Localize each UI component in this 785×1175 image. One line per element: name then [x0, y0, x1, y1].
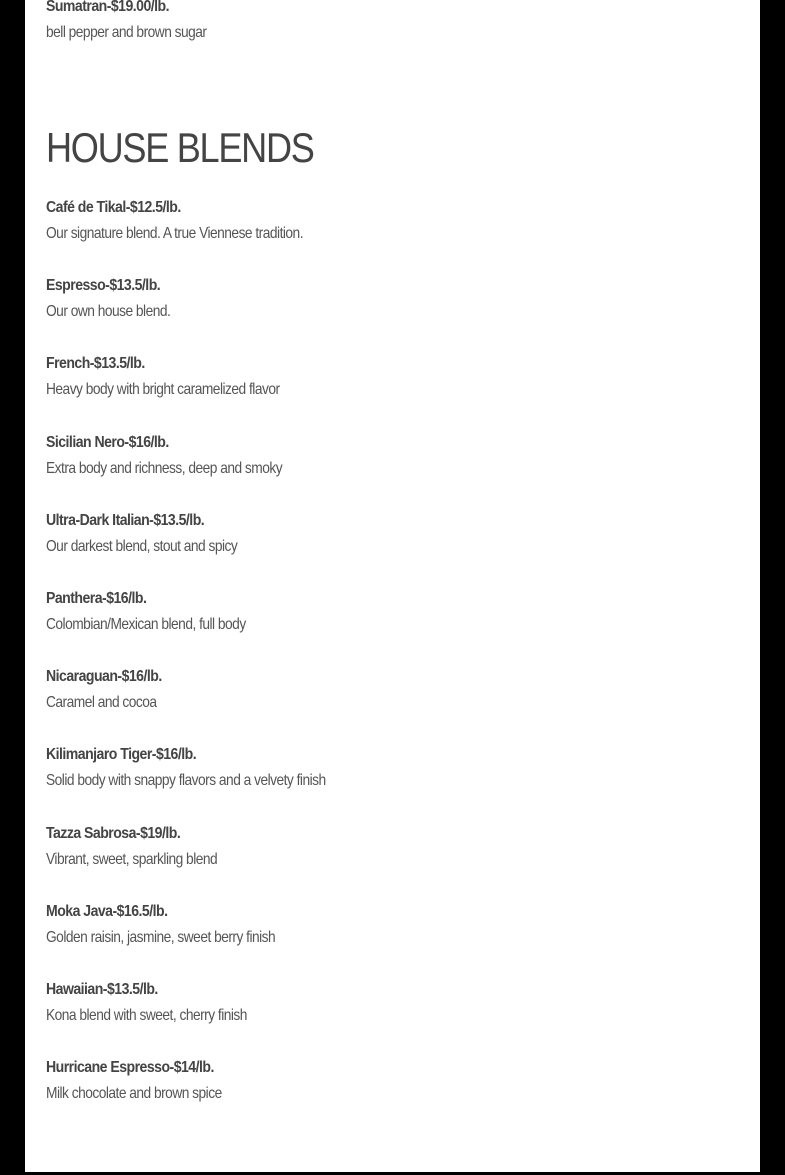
- item-name: Hawaiian-$13.5/lb.: [46, 980, 158, 998]
- item-description: Colombian/Mexican blend, full body: [46, 615, 246, 633]
- item-description: Kona blend with sweet, cherry finish: [46, 1006, 247, 1024]
- item-name: Panthera-$16/lb.: [46, 589, 147, 607]
- item-name: Moka Java-$16.5/lb.: [46, 902, 168, 920]
- item-name: Sumatran-$19.00/lb.: [46, 0, 170, 15]
- list-item: [46, 432, 371, 510]
- item-description: Our darkest blend, stout and spicy: [46, 537, 238, 555]
- section-title: HOUSE BLENDS: [46, 124, 314, 171]
- item-name: Espresso-$13.5/lb.: [46, 277, 161, 295]
- item-name: Nicaraguan-$16/lb.: [46, 668, 162, 686]
- list-item: [46, 197, 371, 275]
- list-item: [46, 1057, 371, 1135]
- item-description: Caramel and cocoa: [46, 694, 157, 712]
- item-description: Vibrant, sweet, sparkling blend: [46, 850, 218, 868]
- item-name: Sicilian Nero-$16/lb.: [46, 433, 169, 451]
- list-item: [46, 979, 371, 1057]
- item-name: Hurricane Espresso-$14/lb.: [46, 1059, 214, 1077]
- list-item: [46, 510, 371, 588]
- item-name: Café de Tikal-$12.5/lb.: [46, 199, 181, 216]
- list-item: [46, 353, 371, 431]
- item-name: Ultra-Dark Italian-$13.5/lb.: [46, 511, 205, 529]
- list-item: [46, 275, 371, 353]
- list-item: [46, 823, 371, 901]
- item-description: Our signature blend. A true Viennese tradition.: [46, 225, 304, 242]
- item-name: Kilimanjaro Tiger-$16/lb.: [46, 746, 197, 764]
- menu-page: [25, 0, 760, 1172]
- item-description: bell pepper and brown sugar: [46, 24, 207, 41]
- item-description: Heavy body with bright caramelized flavor: [46, 381, 280, 399]
- list-item: [46, 588, 371, 666]
- item-description: Our own house blend.: [46, 303, 171, 321]
- item-name: French-$13.5/lb.: [46, 355, 145, 373]
- item-description: Solid body with snappy flavors and a velvety finish: [46, 772, 326, 790]
- list-item: [46, 666, 371, 744]
- item-description: Extra body and richness, deep and smoky: [46, 459, 283, 477]
- item-description: Milk chocolate and brown spice: [46, 1085, 222, 1103]
- list-item: [46, 744, 371, 822]
- item-name: Tazza Sabrosa-$19/lb.: [46, 824, 181, 842]
- item-description: Golden raisin, jasmine, sweet berry finish: [46, 928, 276, 946]
- list-item: [46, 901, 371, 979]
- previous-menu-item: [46, 0, 233, 44]
- house-blends-list: [46, 197, 371, 1135]
